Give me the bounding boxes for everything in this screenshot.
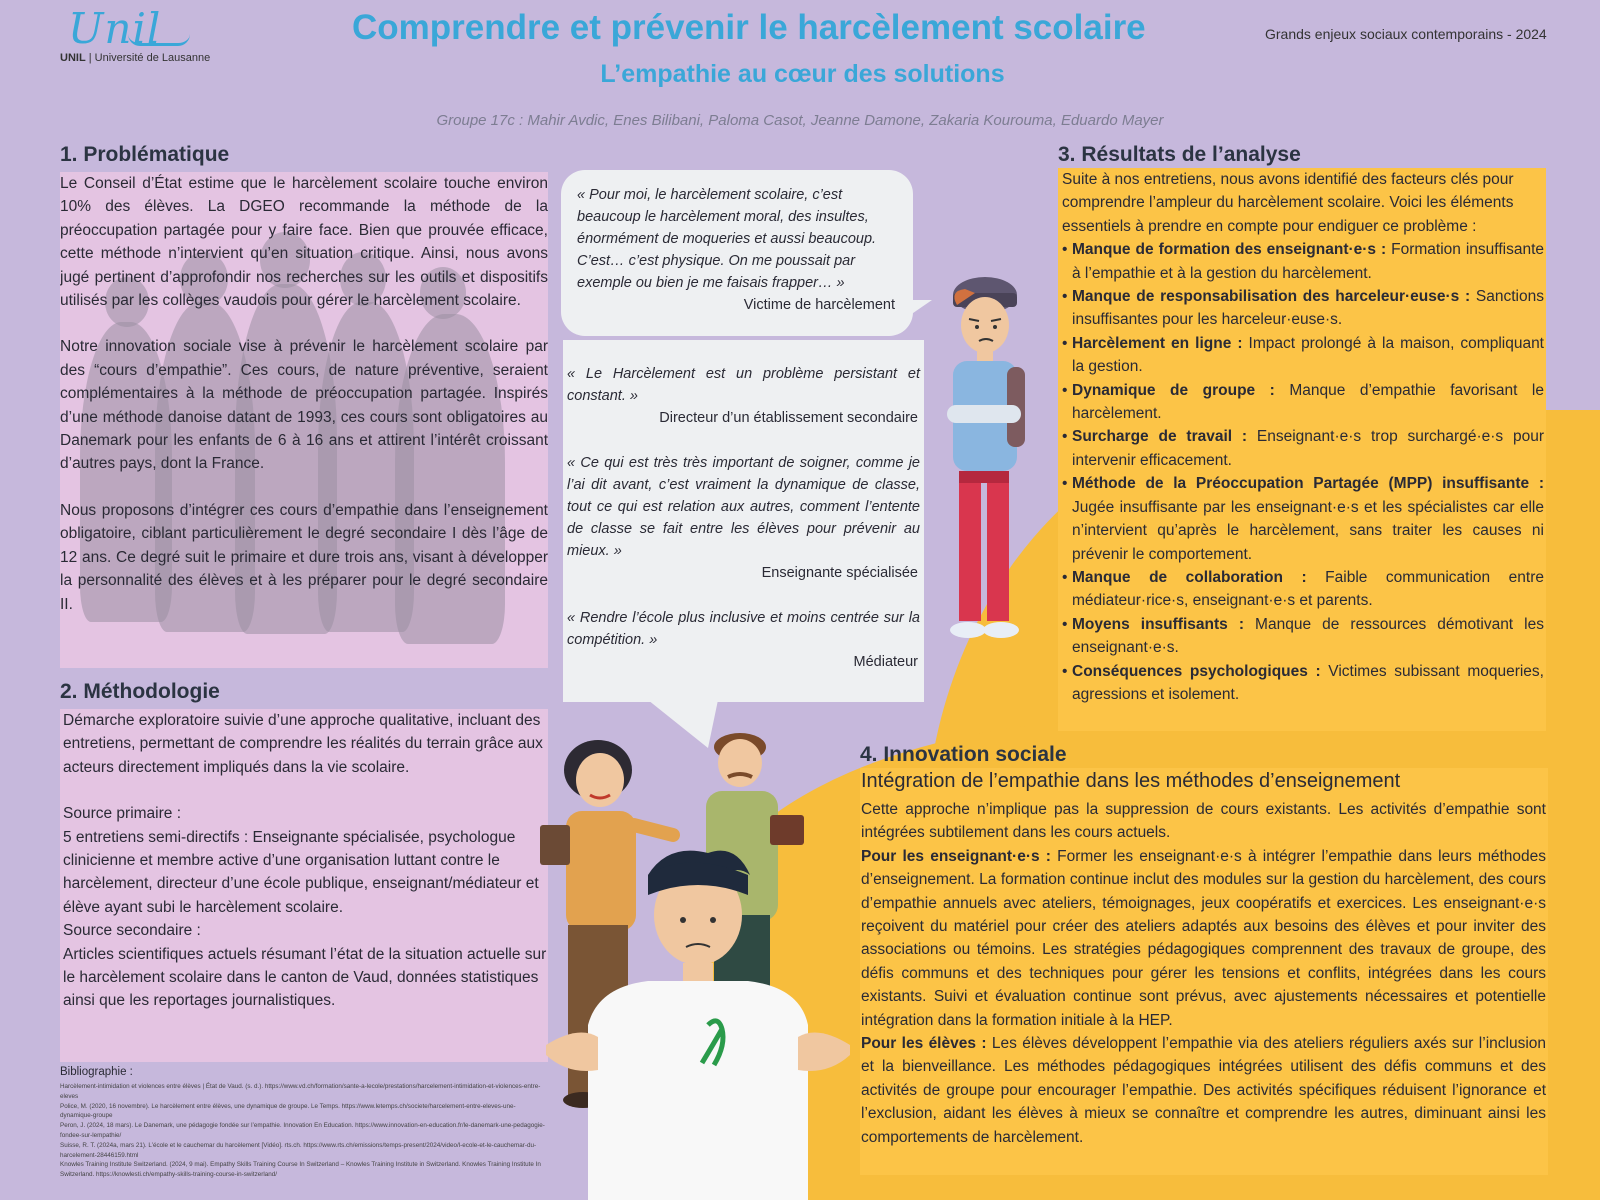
bibliography-entry: Knowles Training Institute Switzerland. (2024, 9 mai). Empathy Skills Training Course In Switzerland – Knowles Training Institute in Switzerland. Knowles Training Institute In Switzerland. https://knowlesti.ch/empathy-skills-training-course-in-switzerland/: [60, 1161, 541, 1179]
victim-quote: « Pour moi, le harcèlement scolaire, c’est beaucoup le harcèlement moral, des insultes, énormément de moqueries et aussi beaucoup. C’est… c’est physique. On me poussait par exemple ou bien je me faisais frapper… »: [577, 187, 877, 291]
section3-intro: Suite à nos entretiens, nous avons identifié des facteurs clés pour comprendre l’ampleur du harcèlement scolaire. Voici les éléments essentiels à prendre en compte pour endiguer ce problème :: [1062, 171, 1514, 235]
logo-swoosh-icon: [128, 34, 190, 46]
teacher-quote: « Ce qui est très très important de soigner, comme je l’ai dit avant, c’est vraiment la dynamique de classe, tout ce qui est relation aux autres, comment l’entente de classe se fait entre les élèves pour prévenir au mieux. »: [567, 455, 920, 559]
upset-boy-illustration: [935, 275, 1045, 665]
bibliography-list: [60, 1082, 546, 1180]
victim-quote-author: Victime de harcèlement: [743, 297, 895, 313]
mediator-quote: « Rendre l’école plus inclusive et moins centrée sur la compétition. »: [567, 610, 920, 648]
secondary-source-label: Source secondaire :: [63, 922, 201, 940]
bibliography-entry: Suisse, R. T. (2024a, mars 21). L’école et le cauchemar du harcèlement [Vidéo]. rts.ch. https://www.rts.ch/emissions/temps-present/2024/video/l-ecole-et-le-cauchemar-du-harcelement-28446159.html: [60, 1141, 537, 1159]
teacher-quote-author: Enseignante spécialisée: [761, 565, 918, 581]
section2-heading: 2. Méthodologie: [60, 680, 220, 703]
university-name: UNIL | Université de Lausanne: [60, 52, 211, 64]
section4-subheading: Intégration de l’empathie dans les méthodes d’enseignement: [861, 770, 1401, 792]
group-members: Groupe 17c : Mahir Avdic, Enes Bilibani, Paloma Casot, Jeanne Damone, Zakaria Kourouma, Eduardo Mayer: [436, 112, 1164, 129]
bibliography-entry: Harcèlement-intimidation et violences entre élèves | État de Vaud. (s. d.). https://www.vd.ch/formation/sante-a-lecole/prestations/harcelement-intimidation-et-violences-entre-eleves: [60, 1083, 541, 1100]
course-name: Grands enjeux sociaux contemporains - 2024: [1265, 26, 1547, 42]
list-item: • Conséquences psychologiques : Victimes subissant moqueries, agressions et isolement.: [1062, 660, 1544, 707]
teachers-student-illustration: [538, 725, 858, 1200]
section1-paragraph-2: Notre innovation sociale vise à prévenir le harcèlement scolaire par des “cours d’empathie”. Ces cours, de nature préventive, seraient complémentaires à la méthode de préoccupation partagée. Inspirés d’une méthode danoise datant de 1993, ces cours sont obligatoires au Danemark pour les enfants de 6 à 16 ans et attirent l’intérêt croissant d’autres pays, dont la France.: [60, 338, 548, 473]
section1-paragraph-1: Le Conseil d’État estime que le harcèlement scolaire touche environ 10% des élèves. La DGEO recommande la méthode de la préoccupation partagée pour y faire face. Bien que prouvée efficace, cette méthode n’intervient qu’en situation critique. Ainsi, nous avons jugé pertinent d’approfondir nos recherches sur les outils et dispositifs utilisés par les collèges vaudois pour gérer le harcèlement scolaire.: [60, 175, 548, 310]
victim-quote-bubble: [561, 170, 913, 336]
mediator-quote-author: Médiateur: [853, 654, 918, 670]
list-item: • Moyens insuffisants : Manque de ressources démotivant les enseignant·e·s.: [1062, 613, 1544, 660]
list-item: • Méthode de la Préoccupation Partagée (MPP) insuffisante : Jugée insuffisante par les enseignant·e·s et les spécialistes car elle n’intervient qu’après le harcèlement, sans traiter les causes ni prévenir le comportement.: [1062, 472, 1544, 566]
section3-box: [1058, 168, 1546, 731]
secondary-source-text: Articles scientifiques actuels résumant l’état de la situation actuelle sur le harcèlement scolaire dans le canton de Vaud, données statistiques ainsi que les reportages journalistiques.: [63, 945, 547, 1010]
section2-box: [60, 709, 548, 1062]
section1-heading: 1. Problématique: [60, 143, 230, 166]
director-quote: « Le Harcèlement est un problème persistant et constant. »: [567, 366, 920, 404]
list-item: • Surcharge de travail : Enseignant·e·s trop surchargé·e·s pour intervenir efficacement.: [1062, 425, 1544, 472]
list-item: • Dynamique de groupe : Manque d’empathie favorisant le harcèlement.: [1062, 379, 1544, 426]
bibliography-entry: Peron, J. (2024, 18 mars). Le Danemark, une pédagogie fondée sur l’empathie. Innovation En Education. https://www.innovation-en-education.fr/le-danemark-une-pedagogie-fondee-sur-lempathie/: [60, 1122, 545, 1139]
list-item: • Manque de responsabilisation des harceleur·euse·s : Sanctions insuffisantes pour les harceleur·euse·s.: [1062, 285, 1544, 332]
section4-heading: 4. Innovation sociale: [860, 743, 1067, 766]
bibliography-title: Bibliographie :: [60, 1066, 133, 1078]
section4-box: [860, 768, 1548, 1175]
section4-students: Pour les élèves : Les élèves développent l’empathie via des ateliers réguliers axés sur l’inclusion et la bienveillance. Les méthodes pédagogiques intégrées utilisent des défis communs et des activités de groupe pour encourager l’empathie. Des activités spécifiques réduisent l’ignorance et l’exclusion, aidant les élèves à mieux se connaître et comprendre les autres, diminuant ainsi les comportements de harcèlement.: [861, 1035, 1547, 1146]
section2-paragraph: Démarche exploratoire suivie d’une approche qualitative, incluant des entretiens, permettant de comprendre les réalités du terrain grâce aux acteurs directement impliqués dans la vie scolaire.: [63, 712, 543, 776]
section4-teachers: Pour les enseignant·e·s : Former les enseignant·e·s à intégrer l’empathie dans leurs méthodes d’enseignement. La formation continue inclut des modules sur la gestion du harcèlement, des cours d’empathie annuels avec ateliers, témoignages, jeux coopératifs et exercices. Les enseignant·e·s reçoivent du matériel pour créer des ateliers adaptés aux besoins des élèves et pour inviter des associations ou témoins. Les stratégies pédagogiques comprennent des travaux de groupe, des défis communs et des techniques pour gérer les tensions et conflits, intégrées dans les cours existants. Suivi et évaluation continue sont prévus, avec ajustements nécessaires et potentielle intégration dans la formation initiale à la HEP.: [861, 847, 1546, 1029]
poster-subtitle: L’empathie au cœur des solutions: [600, 60, 1005, 88]
poster-title: Comprendre et prévenir le harcèlement scolaire: [352, 8, 1146, 47]
section3-heading: 3. Résultats de l’analyse: [1058, 143, 1301, 166]
section1-paragraph-3: Nous proposons d’intégrer ces cours d’empathie dans l’enseignement obligatoire, ciblant particulièrement le degré secondaire I dès l’âge de 12 ans. Ce degré suit le primaire et dure trois ans, visant à développer la personnalité des élèves et à les préparer pour le degré secondaire II.: [60, 501, 548, 613]
results-list: [1062, 238, 1544, 706]
section4-paragraph: Cette approche n’implique pas la suppression de cours existants. Les activités d’empathie sont intégrées subtilement dans les cours actuels.: [861, 801, 1546, 842]
bibliography-entry: Police, M. (2020, 16 novembre). Le harcèlement entre élèves, une dynamique de groupe. Le Temps. https://www.letemps.ch/societe/harcelement-entre-eleves-une-dynamique-groupe: [60, 1102, 516, 1120]
list-item: • Harcèlement en ligne : Impact prolongé à la maison, compliquant la gestion.: [1062, 332, 1544, 379]
director-quote-author: Directeur d’un établissement secondaire: [659, 410, 918, 426]
quotes-box: [563, 340, 924, 702]
primary-source-label: Source primaire :: [63, 805, 182, 823]
primary-source-text: 5 entretiens semi-directifs : Enseignante spécialisée, psychologue clinicienne et membre active d’une organisation luttant contre le harcèlement, directeur d’une école publique, enseignant/médiateur et élève ayant subi le harcèlement scolaire.: [63, 828, 539, 916]
list-item: • Manque de collaboration : Faible communication entre médiateur·rice·s, enseignant·e·s et parents.: [1062, 566, 1544, 613]
list-item: • Manque de formation des enseignant·e·s : Formation insuffisante à l’empathie et à la gestion du harcèlement.: [1062, 238, 1544, 285]
section1-box: [60, 172, 548, 668]
unil-logo: Unil: [68, 4, 162, 53]
